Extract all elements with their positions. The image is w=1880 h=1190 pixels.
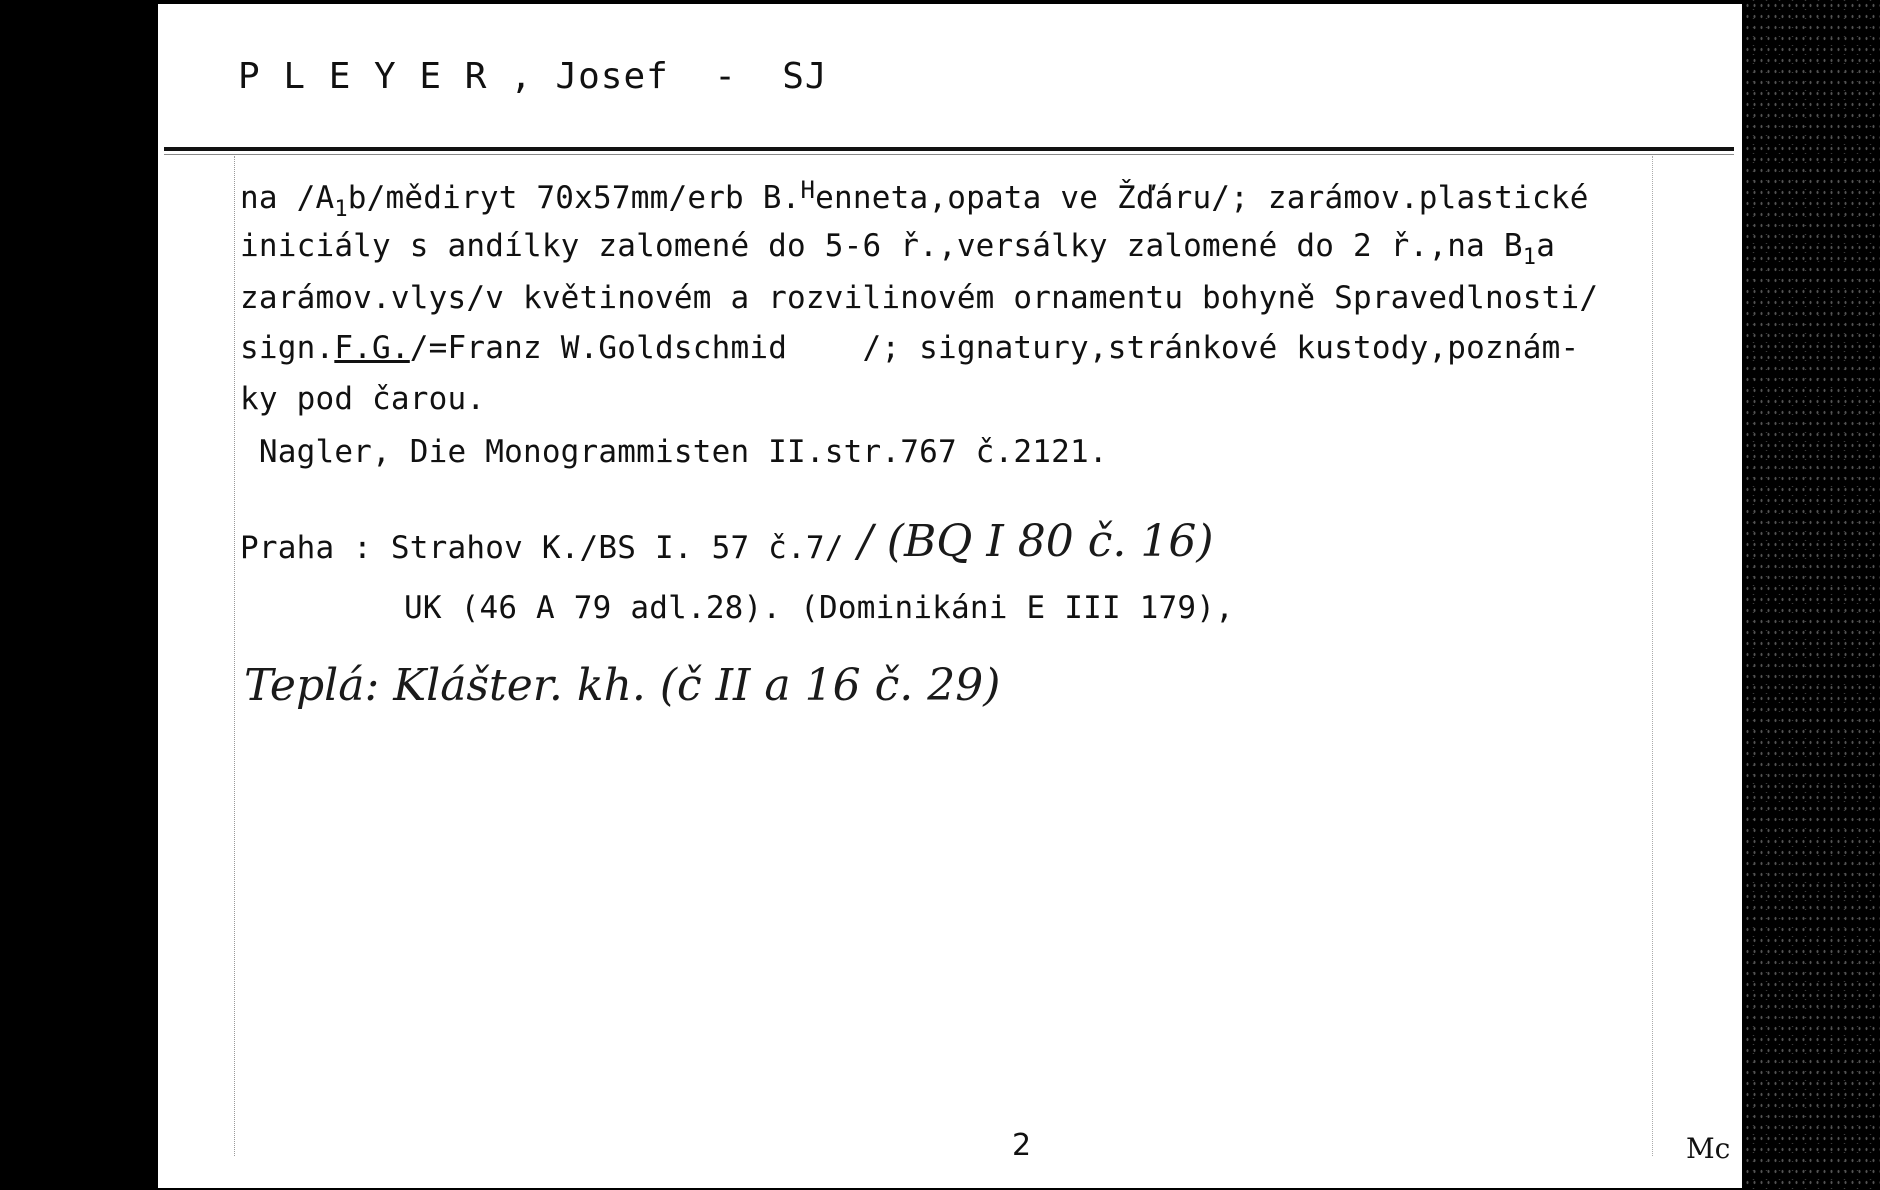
description-line-2: iniciály s andílky zalomené do 5-6 ř.,versálky zalomené do 2 ř.,na $B_1a$ <box>240 228 1556 270</box>
location-line-1: Praha : Strahov K./BS I. 57 č.7/ <box>240 530 844 566</box>
description-line-4: sign.F.G./=Franz W.Goldschmid /; signatury,stránkové kustody,poznám- <box>240 330 1580 366</box>
description-line-5: ky pod čarou. <box>240 381 486 417</box>
bibliography-reference: Nagler, Die Monogrammisten II.str.767 č.2121. <box>240 434 1108 470</box>
cataloguer-initials: Mc <box>1686 1132 1731 1165</box>
handwritten-location: Teplá: Klášter. kh. (č II a 16 č. 29) <box>244 660 1001 711</box>
heading-first-name: , Josef <box>510 56 669 97</box>
location-line-2: UK (46 A 79 adl.28). (Dominikáni E III 179), <box>404 590 1234 626</box>
scan-noise <box>1744 0 1880 1190</box>
heading-surname: P L E Y E R <box>238 56 488 97</box>
description-line-1: na $/A_1b$/mědiryt 70x57mm/erb B.$^H$enneta,opata ve Žďáru/; zarámov.plastické <box>240 176 1589 222</box>
handwritten-shelfmark: / (BQ I 80 č. 16) <box>858 516 1214 567</box>
heading-rule <box>164 147 1734 151</box>
margin-line-right <box>1652 156 1653 1156</box>
card-heading <box>238 56 828 97</box>
description-line-3: zarámov.vlys/v květinovém a rozvilinovém ornamentu bohyně Spravedlnosti/ <box>240 280 1599 316</box>
heading-order: - SJ <box>714 56 828 97</box>
margin-line-left <box>234 156 235 1156</box>
heading-rule-thin <box>164 154 1734 155</box>
page-number: 2 <box>1012 1128 1032 1163</box>
